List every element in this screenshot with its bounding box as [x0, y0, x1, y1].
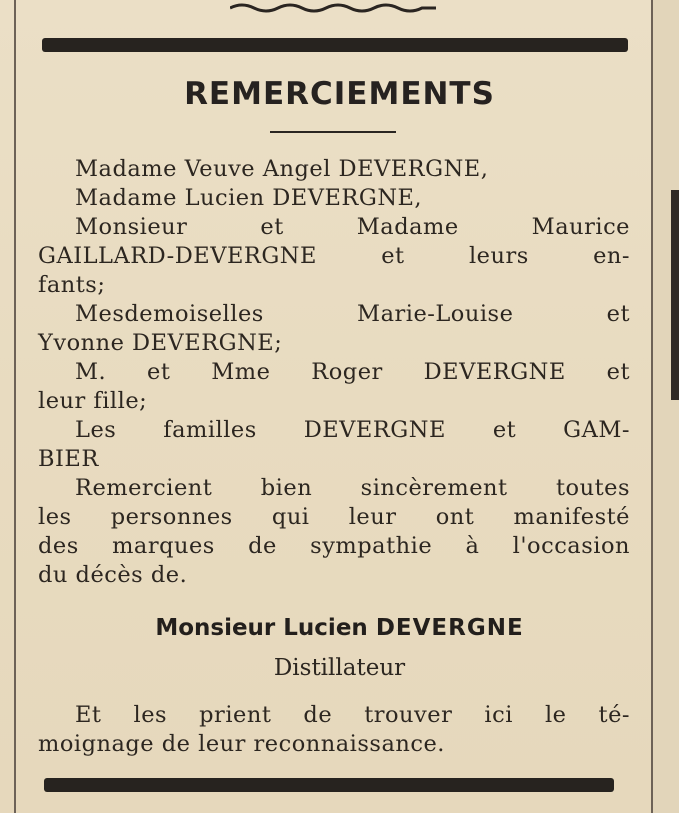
bottom-rule-bar	[44, 778, 614, 792]
notice-body	[38, 155, 630, 590]
body-line: Les familles DEVERGNE et GAM-	[75, 417, 630, 443]
adjacent-column-bar	[671, 190, 679, 400]
body-line: Monsieur et Madame Maurice	[75, 214, 630, 240]
body-line: Madame Lucien DEVERGNE,	[75, 185, 423, 211]
closing-line: Et les prient de trouver ici le té-	[75, 702, 630, 728]
closing-text	[38, 701, 630, 759]
ornament-wave	[230, 0, 436, 16]
body-line: Madame Veuve Angel DEVERGNE,	[75, 156, 489, 182]
deceased-prefix: Monsieur Lucien	[155, 615, 368, 641]
body-line: fants;	[38, 272, 106, 298]
body-line: les personnes qui leur ont manifesté	[38, 504, 630, 530]
body-line: Remercient bien sincèrement toutes	[75, 475, 630, 501]
closing-line: moignage de leur reconnaissance.	[38, 731, 445, 757]
notice-title: REMERCIEMENTS	[184, 76, 495, 112]
body-line: BIER	[38, 446, 99, 472]
adjacent-column-fragment	[653, 0, 679, 813]
body-line: M. et Mme Roger DEVERGNE et	[75, 359, 630, 385]
body-line: GAILLARD-DEVERGNE et leurs en-	[38, 243, 630, 269]
deceased-name	[0, 615, 679, 641]
deceased-profession: Distillateur	[273, 655, 406, 681]
body-line: du décès de.	[38, 562, 188, 588]
body-line: des marques de sympathie à l'occasion	[38, 533, 630, 559]
body-line: Yvonne DEVERGNE;	[38, 330, 283, 356]
title-underline	[270, 131, 396, 133]
top-rule-bar	[42, 38, 628, 52]
body-line: Mesdemoiselles Marie-Louise et	[75, 301, 630, 327]
deceased-surname: DEVERGNE	[375, 615, 524, 641]
column-rule-left	[14, 0, 16, 813]
body-line: leur fille;	[38, 388, 148, 414]
